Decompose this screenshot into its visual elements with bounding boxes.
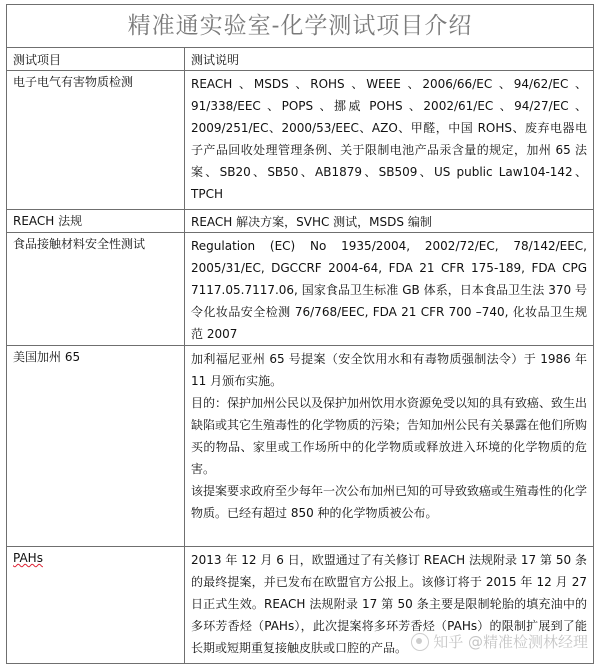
row-description: 2013 年 12 月 6 日，欧盟通过了有关修订 REACH 法规附录 17 第 50 条的最终提案，并已发布在欧盟官方公报上。该修订将于 2015 年 12 月 27 日正式生效。REACH 法规附录 17 第 50 条主要是限制轮胎的填充油中的多环芳香烃（PAHs），此次提案将多环芳香烃（PAHs）的限制扩展到了能长期或短期重复接触皮肤或口腔的产品。: [191, 553, 587, 655]
row-description: Regulation (EC) No 1935/2004, 2002/72/EC, 78/142/EEC, 2005/31/EC, DGCCRF 2004-64, FDA 21 CFR 175-189, FDA CPG 7117.05.7117.06, 国家食品卫生标准 GB 体系，日本食品卫生法 370 号令化妆品安全检测 76/768/EEC, FDA 21 CFR 700 –740, 化妆品卫生规范 2007: [191, 239, 587, 341]
table-row: [7, 210, 593, 233]
test-items-table: [6, 4, 594, 664]
row-description: [185, 346, 593, 546]
row-description: REACH 、MSDS 、ROHS 、WEEE 、2006/66/EC 、94/62/EC 、91/338/EEC 、POPS 、挪威 POHS 、2002/61/EC 、94/27/EC 、2009/251/EC、2000/53/EEC、AZO、甲醛，中国 ROHS、废弃电器电子产品回收处理管理条例、关于限制电池产品汞含量的规定，加州 65 法案、SB20、SB50、AB1879、SB509、US public Law104-142、TPCH: [191, 77, 587, 201]
zhihu-logo-icon: [411, 633, 429, 651]
table-header-row: [7, 48, 593, 71]
watermark-text: 知乎 @精准检测林经理: [433, 633, 588, 651]
row-item-label: 食品接触材料安全性测试: [7, 233, 185, 345]
table-row: [7, 71, 593, 210]
watermark: [411, 631, 588, 652]
table-title: 精准通实验室-化学测试项目介绍: [7, 5, 593, 48]
description-paragraph: 目的：保护加州公民以及保护加州饮用水资源免受以知的具有致癌、致生出缺陷或其它生殖毒性的化学物质的污染；告知加州公民有关暴露在他们所购买的物品、家里或工作场所中的化学物质或释放进入环境的化学物质的危害。: [191, 396, 588, 476]
header-test-item: 测试项目: [7, 48, 185, 70]
table-row: [7, 346, 593, 547]
description-paragraph: 该提案要求政府至少每年一次公布加州已知的可导致致癌或生殖毒性的化学物质。已经有超过 850 种的化学物质被公布。: [191, 484, 588, 520]
row-item-label: PAHs: [13, 551, 43, 565]
row-item-label: 美国加州 65: [7, 346, 185, 546]
row-item-label: REACH 法规: [7, 210, 185, 232]
row-item-label: 电子电气有害物质检测: [7, 71, 185, 209]
description-paragraph: 加利福尼亚州 65 号提案（安全饮用水和有毒物质强制法令）于 1986 年 11 月颁布实施。: [191, 352, 587, 388]
table-row: [7, 233, 593, 346]
row-description: REACH 解决方案，SVHC 测试，MSDS 编制: [191, 215, 432, 229]
header-test-description: 测试说明: [191, 53, 240, 67]
